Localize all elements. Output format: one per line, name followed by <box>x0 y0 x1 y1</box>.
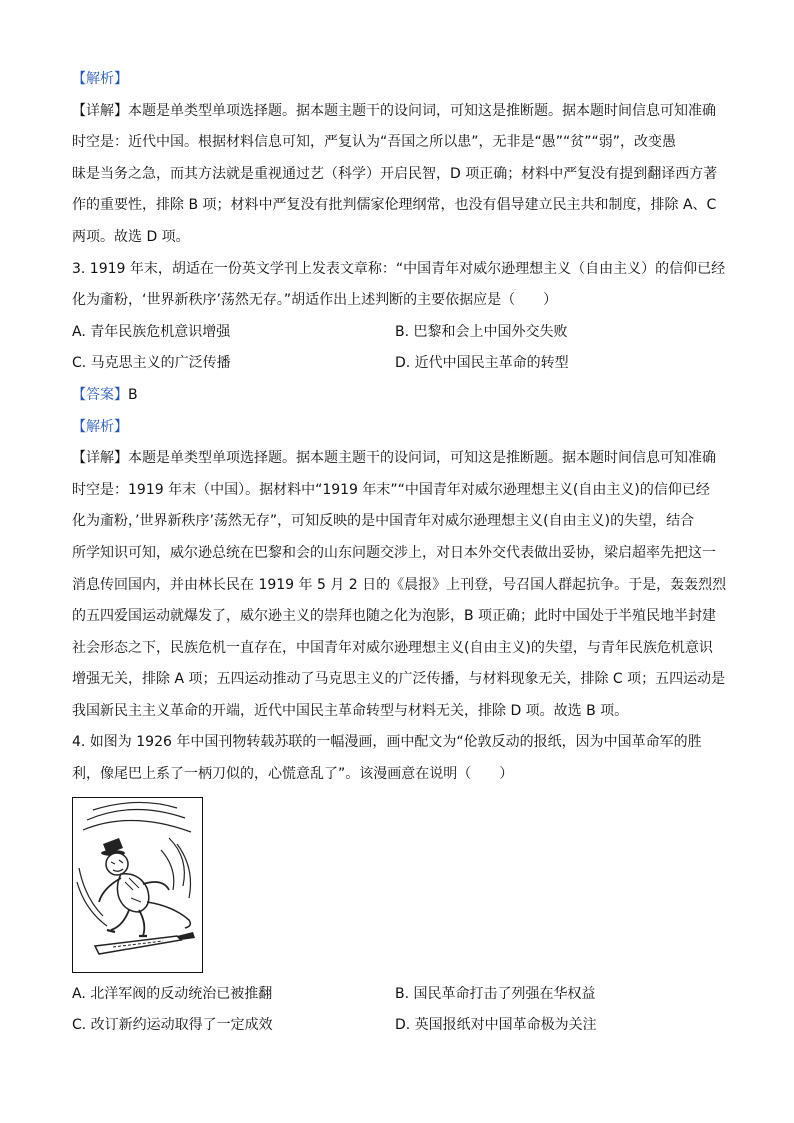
question-4-options-row-2 <box>72 1010 722 1042</box>
text-line: 所学知识可知，威尔逊总统在巴黎和会的山东问题交涉上，对日本外交代表做出妥协，梁启超率先把这一 <box>72 544 716 561</box>
question-3-stem <box>72 254 726 317</box>
option-d: D. 英国报纸对中国革命极为关注 <box>395 1017 597 1034</box>
text-line: 【详解】本题是单类型单项选择题。据本题主题干的设问词，可知这是推断题。据本题时间信息可知准确 <box>72 450 716 467</box>
document-page <box>72 64 727 1042</box>
question-3-options-row-2 <box>72 348 722 380</box>
text-line: 的五四爱国运动就爆发了，威尔逊主义的崇拜也随之化为泡影，B 项正确；此时中国处于半殖民地半封建 <box>72 608 717 625</box>
answer-value: B <box>128 386 138 403</box>
detail-paragraph-q2 <box>72 96 722 254</box>
text-line: 【详解】本题是单类型单项选择题。据本题主题干的设问词，可知这是推断题。据本题时间信息可知准确 <box>72 102 716 119</box>
option-d: D. 近代中国民主革命的转型 <box>395 355 569 372</box>
cartoon-image <box>72 797 203 973</box>
question-3-options-row-1 <box>72 317 722 349</box>
text-line: 3. 1919 年末，胡适在一份英文学刊上发表文章称：“中国青年对威尔逊理想主义（自由主义）的信仰已经 <box>72 260 726 277</box>
text-line: 我国新民主主义革命的开端，近代中国民主革命转型与材料无关，排除 D 项。故选 B 项。 <box>72 702 629 719</box>
analysis-label: 【解析】 <box>72 71 128 87</box>
option-c: C. 马克思主义的广泛传播 <box>72 355 231 372</box>
text-line: 两项。故选 D 项。 <box>72 228 190 245</box>
option-b: B. 巴黎和会上中国外交失败 <box>395 323 568 340</box>
text-line: 增强无关，排除 A 项；五四运动推动了马克思主义的广泛传播，与材料现象无关，排除 C 项；五四运动是 <box>72 671 726 688</box>
text-line: 作的重要性，排除 B 项；材料中严复没有批判儒家伦理纲常，也没有倡导建立民主共和制度，排除 A、C <box>72 197 717 214</box>
analysis-label: 【解析】 <box>72 418 128 435</box>
option-c: C. 改订新约运动取得了一定成效 <box>72 1017 273 1034</box>
text-line: 昧是当务之急，而其方法就是重视通过艺（科学）开启民智，D 项正确；材料中严复没有提到翻译西方著 <box>72 165 718 182</box>
text-line: 4. 如图为 1926 年中国刊物转载苏联的一幅漫画，画中配文为“伦敦反动的报纸，因为中国革命军的胜 <box>72 734 702 751</box>
text-line: 时空是：1919 年末（中国）。据材料中“1919 年末”“中国青年对威尔逊理想主义(自由主义)的信仰已经 <box>72 481 710 498</box>
text-line: 利，像尾巴上系了一柄刀似的，心慌意乱了”。该漫画意在说明（ ） <box>72 766 514 783</box>
option-b: B. 国民革命打击了列强在华权益 <box>395 985 596 1002</box>
text-line: 化为齑粉，‘世界新秩序’荡然无存。”胡适作出上述判断的主要依据应是（ ） <box>72 292 558 309</box>
cartoon-drawing <box>73 798 201 971</box>
option-a: A. 青年民族危机意识增强 <box>72 323 231 340</box>
answer-label: 【答案】 <box>72 386 128 403</box>
question-4-options-row-1 <box>72 979 722 1011</box>
text-line: 化为齑粉，’世界新秩序’荡然无存”，可知反映的是中国青年对威尔逊理想主义(自由主义)的失望，结合 <box>72 513 695 530</box>
question-4-stem <box>72 727 722 790</box>
text-line: 社会形态之下，民族危机一直存在，中国青年对威尔逊理想主义(自由主义)的失望，与青年民族危机意识 <box>72 639 713 656</box>
text-line: 时空是：近代中国。根据材料信息可知，严复认为“吾国之所以患”，无非是“愚”“贫”“弱”，改变愚 <box>72 134 677 151</box>
answer-line <box>72 380 722 412</box>
text-line: 消息传回国内，并由林长民在 1919 年 5 月 2 日的《晨报》上刊登，号召国人群起抗争。于是，轰轰烈烈 <box>72 576 727 593</box>
detail-paragraph-q3 <box>72 443 727 727</box>
option-a: A. 北洋军阀的反动统治已被推翻 <box>72 985 273 1002</box>
